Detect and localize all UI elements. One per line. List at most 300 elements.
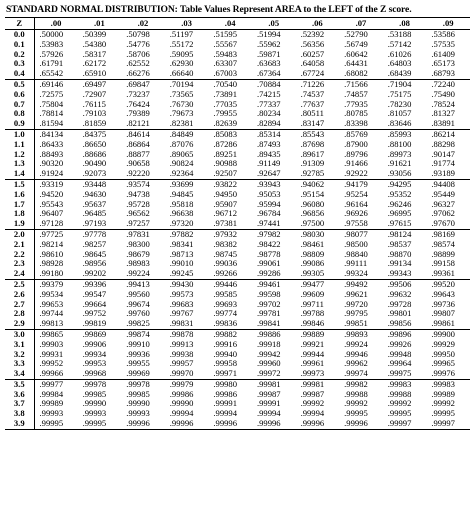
- area-value-cell: .53983: [39, 39, 64, 49]
- area-value-cell: .89251: [213, 149, 238, 159]
- z-value-cell: 3.7: [5, 399, 34, 409]
- area-value-cell: .99989: [431, 389, 455, 399]
- area-value-cell: .97982: [256, 229, 281, 239]
- area-value-cell: .89435: [256, 149, 281, 159]
- table-row: [5, 300, 470, 310]
- area-value-cell: .98500: [344, 239, 368, 249]
- area-value-cell: .98778: [256, 249, 281, 259]
- area-value-cell: .99534: [39, 289, 64, 299]
- area-value-cell: .80234: [256, 109, 281, 119]
- area-value-cell: .99978: [82, 379, 107, 389]
- area-value-cell: .99996: [208, 419, 252, 429]
- table-row: [5, 229, 470, 239]
- area-value-cell: .99996: [165, 419, 209, 429]
- table-header: [5, 18, 470, 30]
- area-value-cell: .99869: [82, 329, 107, 339]
- area-value-cell: .61791: [39, 59, 64, 69]
- area-value-cell: .99987: [300, 389, 325, 399]
- area-value-cell: .99861: [426, 319, 470, 329]
- area-value-cell: .94062: [300, 179, 325, 189]
- area-value-cell: .72907: [82, 89, 107, 99]
- table-row: [5, 109, 470, 119]
- area-value-cell: .99948: [387, 349, 412, 359]
- area-value-cell: .53586: [431, 29, 455, 39]
- area-value-cell: .99988: [344, 389, 368, 399]
- area-value-cell: .91149: [256, 159, 281, 169]
- area-value-cell: .99985: [82, 389, 107, 399]
- area-value-cell: .64058: [300, 59, 325, 69]
- column-header: .01: [78, 18, 122, 30]
- area-value-cell: .99324: [339, 269, 383, 279]
- area-value-cell: .85993: [387, 129, 412, 139]
- table-row: [5, 359, 470, 369]
- area-value-cell: .99878: [169, 329, 194, 339]
- area-value-cell: .98574: [431, 239, 455, 249]
- area-value-cell: .97500: [296, 219, 340, 229]
- column-header: .09: [426, 18, 470, 30]
- z-value-cell: 3.0: [5, 329, 34, 339]
- z-value-cell: 3.9: [5, 419, 34, 429]
- table-row: [5, 350, 470, 360]
- area-value-cell: .99931: [39, 349, 64, 359]
- area-value-cell: .79389: [126, 109, 150, 119]
- z-value-cell: 1.8: [5, 209, 34, 219]
- area-value-cell: .78524: [431, 99, 455, 109]
- area-value-cell: .87076: [169, 139, 194, 149]
- area-value-cell: .74215: [256, 89, 281, 99]
- area-value-cell: .98745: [213, 249, 238, 259]
- area-value-cell: .89973: [387, 149, 412, 159]
- area-value-cell: .92364: [165, 169, 209, 179]
- area-value-cell: .99976: [426, 369, 470, 379]
- area-value-cell: .69847: [126, 79, 150, 89]
- table-row: [5, 369, 470, 379]
- column-header: .00: [34, 18, 78, 30]
- table-row: [5, 59, 470, 69]
- area-value-cell: .89796: [344, 149, 368, 159]
- area-value-cell: .98461: [300, 239, 325, 249]
- z-value-cell: 1.9: [5, 219, 34, 229]
- table-row: [5, 329, 470, 339]
- area-value-cell: .96712: [213, 209, 238, 219]
- z-value-cell: 0.9: [5, 119, 34, 129]
- z-value-cell: 2.4: [5, 269, 34, 279]
- area-value-cell: .55567: [213, 39, 238, 49]
- area-value-cell: .99986: [169, 389, 194, 399]
- area-value-cell: .59483: [213, 49, 238, 59]
- table-row: [5, 240, 470, 250]
- area-value-cell: .99926: [387, 339, 412, 349]
- z-value-cell: 1.3: [5, 159, 34, 169]
- area-value-cell: .99996: [296, 419, 340, 429]
- area-value-cell: .96407: [39, 209, 64, 219]
- z-value-cell: 0.7: [5, 100, 34, 110]
- area-value-cell: .93822: [213, 179, 238, 189]
- table-row: [5, 30, 470, 40]
- area-value-cell: .55962: [256, 39, 281, 49]
- area-value-cell: .95449: [431, 189, 455, 199]
- area-value-cell: .99955: [126, 359, 150, 369]
- area-value-cell: .97932: [213, 229, 238, 239]
- area-value-cell: .66640: [165, 69, 209, 79]
- area-value-cell: .99952: [39, 359, 64, 369]
- z-value-cell: 3.8: [5, 409, 34, 419]
- area-value-cell: .92073: [78, 169, 122, 179]
- area-value-cell: .66276: [121, 69, 165, 79]
- area-value-cell: .95994: [256, 199, 281, 209]
- area-value-cell: .99573: [169, 289, 194, 299]
- area-value-cell: .99953: [82, 359, 107, 369]
- area-value-cell: .68082: [339, 69, 383, 79]
- area-value-cell: .99882: [213, 329, 238, 339]
- area-value-cell: .98610: [39, 249, 64, 259]
- area-value-cell: .96926: [344, 209, 368, 219]
- area-value-cell: .99609: [300, 289, 325, 299]
- area-value-cell: .99996: [252, 419, 296, 429]
- area-value-cell: .99969: [121, 369, 165, 379]
- area-value-cell: .91466: [344, 159, 368, 169]
- area-value-cell: .88100: [387, 139, 412, 149]
- table-row: [5, 399, 470, 409]
- area-value-cell: .96485: [82, 209, 107, 219]
- area-value-cell: .95907: [213, 199, 238, 209]
- area-value-cell: .93319: [39, 179, 64, 189]
- area-value-cell: .99158: [431, 259, 455, 269]
- z-value-cell: 0.1: [5, 40, 34, 50]
- area-value-cell: .99946: [344, 349, 368, 359]
- area-value-cell: .85769: [344, 129, 368, 139]
- z-value-cell: 3.3: [5, 359, 34, 369]
- area-value-cell: .98870: [387, 249, 412, 259]
- area-value-cell: .52790: [344, 29, 368, 39]
- table-row: [5, 69, 470, 79]
- area-value-cell: .99801: [387, 309, 412, 319]
- z-value-cell: 0.0: [5, 30, 34, 40]
- area-value-cell: .75175: [387, 89, 412, 99]
- table-row: [5, 40, 470, 50]
- area-value-cell: .99913: [169, 339, 194, 349]
- area-value-cell: .92647: [252, 169, 296, 179]
- area-value-cell: .99245: [165, 269, 209, 279]
- area-value-cell: .99987: [256, 389, 281, 399]
- z-value-cell: 2.9: [5, 319, 34, 329]
- table-row: [5, 309, 470, 319]
- area-value-cell: .98956: [82, 259, 107, 269]
- area-value-cell: .61026: [387, 49, 412, 59]
- z-value-cell: 2.5: [5, 279, 34, 289]
- area-value-cell: .99896: [387, 329, 412, 339]
- table-row: [5, 250, 470, 260]
- table-row: [5, 279, 470, 289]
- table-row: [5, 209, 470, 219]
- area-value-cell: .81859: [78, 119, 122, 129]
- area-value-cell: .99960: [256, 359, 281, 369]
- area-value-cell: .63307: [213, 59, 238, 69]
- area-value-cell: .99621: [344, 289, 368, 299]
- column-header: .02: [121, 18, 165, 30]
- area-value-cell: .62930: [169, 59, 194, 69]
- area-value-cell: .99413: [126, 279, 150, 289]
- area-value-cell: .99788: [300, 309, 325, 319]
- area-value-cell: .99906: [82, 339, 107, 349]
- area-value-cell: .99990: [126, 399, 150, 409]
- area-value-cell: .99774: [213, 309, 238, 319]
- area-value-cell: .99989: [39, 399, 64, 409]
- area-value-cell: .99979: [169, 379, 194, 389]
- area-value-cell: .90988: [213, 159, 238, 169]
- area-value-cell: .94520: [39, 189, 64, 199]
- table-row: [5, 150, 470, 160]
- column-header: .07: [339, 18, 383, 30]
- column-header-z: Z: [5, 18, 34, 30]
- area-value-cell: .91309: [300, 159, 325, 169]
- area-value-cell: .64431: [344, 59, 368, 69]
- area-value-cell: .96784: [256, 209, 281, 219]
- area-value-cell: .99971: [208, 369, 252, 379]
- area-value-cell: .99950: [431, 349, 455, 359]
- area-value-cell: .99851: [339, 319, 383, 329]
- area-value-cell: .93943: [256, 179, 281, 189]
- area-value-cell: .99305: [296, 269, 340, 279]
- area-value-cell: .99983: [387, 379, 412, 389]
- area-value-cell: .99958: [213, 359, 238, 369]
- z-value-cell: 0.4: [5, 69, 34, 79]
- area-value-cell: .99477: [300, 279, 325, 289]
- z-value-cell: 2.7: [5, 300, 34, 310]
- area-value-cell: .98679: [126, 249, 150, 259]
- area-value-cell: .95818: [169, 199, 194, 209]
- area-value-cell: .79103: [82, 109, 107, 119]
- area-value-cell: .99938: [169, 349, 194, 359]
- area-value-cell: .73891: [213, 89, 238, 99]
- area-value-cell: .84134: [39, 129, 64, 139]
- area-value-cell: .65542: [34, 69, 78, 79]
- area-value-cell: .98257: [82, 239, 107, 249]
- area-value-cell: .99992: [387, 399, 412, 409]
- area-value-cell: .99836: [208, 319, 252, 329]
- area-value-cell: .59095: [169, 49, 194, 59]
- area-value-cell: .99744: [39, 309, 64, 319]
- area-value-cell: .99664: [82, 299, 107, 309]
- area-value-cell: .83891: [426, 119, 470, 129]
- area-value-cell: .80511: [300, 109, 324, 119]
- z-value-cell: 0.6: [5, 90, 34, 100]
- area-value-cell: .83398: [339, 119, 383, 129]
- area-value-cell: .83646: [383, 119, 427, 129]
- area-value-cell: .51595: [213, 29, 238, 39]
- area-value-cell: .99865: [39, 329, 64, 339]
- area-value-cell: .99982: [344, 379, 368, 389]
- z-value-cell: 3.1: [5, 340, 34, 350]
- area-value-cell: .76730: [169, 99, 194, 109]
- area-value-cell: .99086: [300, 259, 325, 269]
- area-value-cell: .75490: [431, 89, 455, 99]
- area-value-cell: .98928: [39, 259, 64, 269]
- area-value-cell: .99944: [300, 349, 325, 359]
- area-value-cell: .91924: [34, 169, 78, 179]
- area-value-cell: .91621: [387, 159, 412, 169]
- area-value-cell: .99379: [39, 279, 64, 289]
- area-value-cell: .99972: [252, 369, 296, 379]
- z-value-cell: 3.6: [5, 390, 34, 400]
- area-value-cell: .95053: [256, 189, 281, 199]
- area-value-cell: .74537: [300, 89, 325, 99]
- area-value-cell: .99970: [165, 369, 209, 379]
- area-value-cell: .99286: [252, 269, 296, 279]
- area-value-cell: .56356: [300, 39, 325, 49]
- area-value-cell: .97320: [165, 219, 209, 229]
- area-value-cell: .99994: [256, 409, 281, 419]
- area-value-cell: .72575: [39, 89, 64, 99]
- area-value-cell: .99889: [300, 329, 325, 339]
- area-value-cell: .70540: [213, 79, 238, 89]
- area-value-cell: .89065: [169, 149, 194, 159]
- area-value-cell: .67364: [252, 69, 296, 79]
- column-header: .03: [165, 18, 209, 30]
- area-value-cell: .99918: [256, 339, 281, 349]
- area-value-cell: .94408: [431, 179, 455, 189]
- area-value-cell: .99992: [431, 399, 455, 409]
- area-value-cell: .96080: [300, 199, 325, 209]
- area-value-cell: .60642: [344, 49, 368, 59]
- area-value-cell: .85543: [300, 129, 325, 139]
- area-value-cell: .51994: [256, 29, 281, 39]
- area-value-cell: .90824: [169, 159, 194, 169]
- area-value-cell: .97831: [126, 229, 150, 239]
- area-value-cell: .54380: [82, 39, 107, 49]
- area-value-cell: .98840: [344, 249, 368, 259]
- area-value-cell: .81057: [387, 109, 412, 119]
- area-value-cell: .51197: [169, 29, 194, 39]
- area-value-cell: .74857: [344, 89, 368, 99]
- area-value-cell: .99632: [387, 289, 412, 299]
- area-value-cell: .71904: [387, 79, 412, 89]
- area-value-cell: .94295: [387, 179, 412, 189]
- area-value-cell: .96246: [387, 199, 412, 209]
- area-value-cell: .99990: [169, 399, 194, 409]
- area-value-cell: .97441: [252, 219, 296, 229]
- area-value-cell: .91774: [431, 159, 455, 169]
- area-value-cell: .99988: [387, 389, 412, 399]
- area-value-cell: .99992: [344, 399, 368, 409]
- area-value-cell: .99841: [252, 319, 296, 329]
- area-value-cell: .99767: [169, 309, 194, 319]
- area-value-cell: .82894: [252, 119, 296, 129]
- area-value-cell: .73565: [169, 89, 194, 99]
- area-value-cell: .71226: [300, 79, 325, 89]
- table-row: [5, 90, 470, 100]
- area-value-cell: .99924: [344, 339, 368, 349]
- area-value-cell: .50000: [39, 29, 64, 39]
- area-value-cell: .59871: [256, 49, 281, 59]
- area-value-cell: .99874: [126, 329, 150, 339]
- z-value-cell: 2.6: [5, 290, 34, 300]
- area-value-cell: .95637: [82, 199, 107, 209]
- area-value-cell: .92220: [121, 169, 165, 179]
- area-value-cell: .99728: [387, 299, 412, 309]
- area-value-cell: .99720: [344, 299, 368, 309]
- area-value-cell: .96856: [300, 209, 325, 219]
- area-value-cell: .99461: [256, 279, 281, 289]
- header-row: [5, 18, 470, 30]
- area-value-cell: .99643: [431, 289, 455, 299]
- area-value-cell: .93574: [126, 179, 150, 189]
- z-value-cell: 2.3: [5, 259, 34, 269]
- area-value-cell: .99983: [431, 379, 455, 389]
- area-value-cell: .78230: [387, 99, 412, 109]
- area-value-cell: .77637: [300, 99, 325, 109]
- table-row: [5, 319, 470, 329]
- z-value-cell: 2.0: [5, 229, 34, 239]
- table-row: [5, 190, 470, 200]
- area-value-cell: .99991: [213, 399, 238, 409]
- z-value-cell: 2.1: [5, 240, 34, 250]
- area-value-cell: .99886: [256, 329, 281, 339]
- area-value-cell: .97882: [169, 229, 194, 239]
- area-value-cell: .99807: [431, 309, 455, 319]
- area-value-cell: .80785: [344, 109, 368, 119]
- z-value-cell: 1.4: [5, 169, 34, 179]
- table-row: [5, 140, 470, 150]
- area-value-cell: .85314: [256, 129, 281, 139]
- area-value-cell: .98077: [344, 229, 368, 239]
- area-value-cell: .99994: [213, 409, 238, 419]
- table-row: [5, 409, 470, 419]
- area-value-cell: .52392: [300, 29, 325, 39]
- area-value-cell: .99942: [256, 349, 281, 359]
- area-value-cell: .56749: [344, 39, 368, 49]
- area-value-cell: .98214: [39, 239, 64, 249]
- area-value-cell: .88686: [82, 149, 107, 159]
- area-value-cell: .99984: [39, 389, 64, 399]
- area-value-cell: .99961: [300, 359, 325, 369]
- area-value-cell: .92785: [296, 169, 340, 179]
- z-value-cell: 1.7: [5, 200, 34, 210]
- area-value-cell: .70884: [256, 79, 281, 89]
- table-row: [5, 219, 470, 229]
- table-row: [5, 269, 470, 279]
- area-value-cell: .98300: [126, 239, 150, 249]
- area-value-cell: .58706: [126, 49, 150, 59]
- area-value-cell: .99813: [34, 319, 78, 329]
- area-value-cell: .50399: [82, 29, 107, 39]
- area-value-cell: .99934: [82, 349, 107, 359]
- area-value-cell: .99929: [431, 339, 455, 349]
- area-value-cell: .97193: [78, 219, 122, 229]
- area-value-cell: .97128: [34, 219, 78, 229]
- area-value-cell: .90490: [82, 159, 107, 169]
- table-row: [5, 259, 470, 269]
- table-row: [5, 290, 470, 300]
- area-value-cell: .99430: [169, 279, 194, 289]
- area-value-cell: .95254: [344, 189, 368, 199]
- table-row: [5, 169, 470, 179]
- z-value-cell: 0.5: [5, 79, 34, 89]
- area-value-cell: .86864: [126, 139, 150, 149]
- area-value-cell: .97778: [82, 229, 107, 239]
- area-value-cell: .94179: [344, 179, 368, 189]
- area-value-cell: .99910: [126, 339, 150, 349]
- column-header: .04: [208, 18, 252, 30]
- area-value-cell: .98382: [213, 239, 238, 249]
- area-value-cell: .99752: [82, 309, 107, 319]
- area-value-cell: .98983: [126, 259, 150, 269]
- area-value-cell: .76115: [82, 99, 106, 109]
- area-value-cell: .92507: [208, 169, 252, 179]
- area-value-cell: .99760: [126, 309, 150, 319]
- table-body: [5, 30, 470, 430]
- area-value-cell: .89617: [300, 149, 325, 159]
